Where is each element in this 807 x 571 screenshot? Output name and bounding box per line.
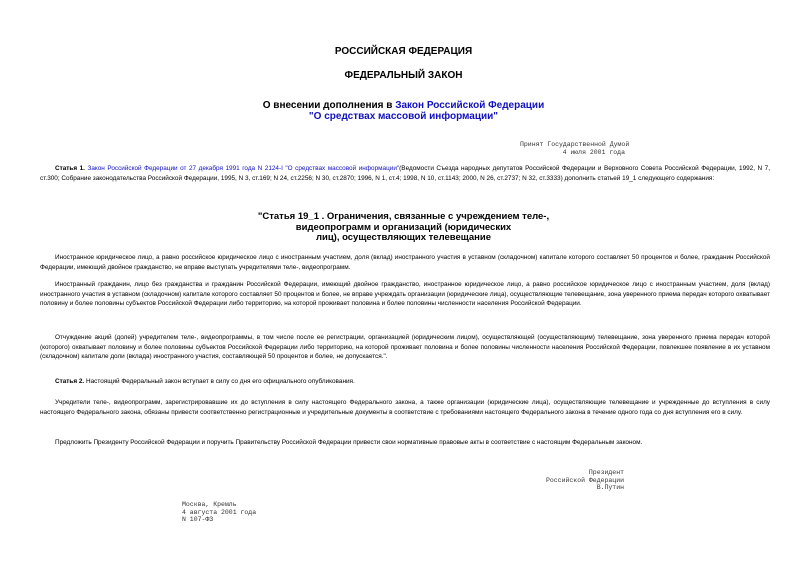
place-line2: 4 августа 2001 года	[182, 508, 257, 516]
law-title-line2[interactable]: "О средствах массовой информации"	[308, 111, 499, 122]
article1-text: (Ведомости Съезда народных депутатов Российской Федерации и Верховного Совета Российской Федерации, 1992, N 7, ст.300; Собрание законодательства Российской Федерации, 1995, N 3, ст.169; N 24, ст.2256; N 30, ст.2870; 1996, N 1, ст.4; 1998, N 10, ст.1143; 2000, N 26, ст.2737; N 32, ст.3333) дополнить статьей 19_1 следующего содержания:	[40, 165, 770, 182]
article2-paragraph	[40, 377, 770, 387]
law-title-prefix: О внесении дополнения в	[262, 100, 396, 111]
article19-heading	[0, 212, 807, 244]
article1-label: Статья 1.	[55, 165, 85, 172]
founders-paragraph: Учредители теле-, видеопрограмм, зарегистрировавшие их до вступления в силу настоящего Федерального закона, а также организации (юридические лица), осуществляющие телевещание и учрежденные до вступления в силу настоящего Федерального закона, обязаны привести соответственно регистрационные и учредительные документы в соответствие с требованиями настоящего Федерального закона в течение одного года со дня вступления его в силу.	[40, 399, 770, 416]
article19-paragraph-2: Иностранный гражданин, лицо без гражданства и гражданин Российской Федерации, имеющий двойное гражданство, иностранное юридическое лицо, а равно российское юридическое лицо с иностранным участием, доля (вклад) иностранного участия в уставном (складочном) капитале которого составляет 50 процентов и более, не вправе учреждать организации (юридические лица), осуществляющие телевещание, зона уверенного приема передач которого охватывает половину и более половины субъектов Российской Федерации либо территорию, на которой проживает половина и более половины численности населения Российской Федерации.	[40, 281, 770, 307]
article1-link[interactable]: Закон Российской Федерации от 27 декабря 1991 года N 2124-I "О средствах массовой информации"	[87, 165, 400, 172]
law-title-line1	[0, 100, 807, 111]
article19-paragraph-1: Иностранное юридическое лицо, а равно российское юридическое лицо с иностранным участием, доля (вклад) иностранного участия в уставном (складочном) капитале которого составляет 50 процентов и более, гражданин Российской Федерации, имеющий двойное гражданство, не вправе выступать учредителями теле-, видеопрограмм.	[40, 254, 770, 271]
article1-paragraph	[40, 164, 770, 183]
article19-heading-line3: лиц), осуществляющих телевещание	[315, 232, 492, 243]
article2-text: Настоящий Федеральный закон вступает в силу со дня его официального опубликования.	[84, 378, 355, 385]
article19-heading-line2: видеопрограмм и организаций (юридических	[295, 221, 512, 233]
article2-label: Статья 2.	[55, 378, 85, 385]
place-line3: N 107-ФЗ	[182, 516, 214, 523]
signature-line1: Президент	[588, 469, 624, 476]
signature-block	[520, 469, 624, 492]
place-line1: Москва, Кремль	[182, 501, 237, 508]
proposal-paragraph: Предложить Президенту Российской Федерации и поручить Правительству Российской Федерации привести свои нормативные правовые акты в соответствие с настоящим Федеральным законом.	[55, 439, 643, 446]
doc-type-heading: ФЕДЕРАЛЬНЫЙ ЗАКОН	[344, 70, 463, 81]
signature-line2: Российской Федерации	[545, 476, 624, 484]
place-date-block	[182, 501, 256, 524]
law-title-link[interactable]: Закон Российской Федерации	[395, 100, 545, 111]
article19-paragraph-3: Отчуждение акций (долей) учредителем теле-, видеопрограммы, в том числе после ее регистрации, организацией (юридическим лицом), осуществляющей (осуществляющим) телевещание, зона уверенного приема передач которой (которого) охватывает половину и более половины субъектов Российской Федерации либо территорию, на которой проживает половина и более половины численности населения Российской Федерации, повлекшее появление в их уставном (складочном) капитале доли (вклада) иностранного участия, составляющей 50 процентов и более, не допускается.".	[40, 334, 770, 360]
signature-line3: В.Путин	[596, 484, 624, 491]
accepted-line2: 4 июля 2001 года	[562, 148, 625, 156]
accepted-line1: Принят Государственной Думой	[520, 141, 630, 148]
accepted-block	[520, 141, 630, 156]
article19-heading-line1: "Статья 19_1 . Ограничения, связанные с учреждением теле-,	[257, 211, 550, 222]
country-heading: РОССИЙСКАЯ ФЕДЕРАЦИЯ	[334, 46, 473, 57]
